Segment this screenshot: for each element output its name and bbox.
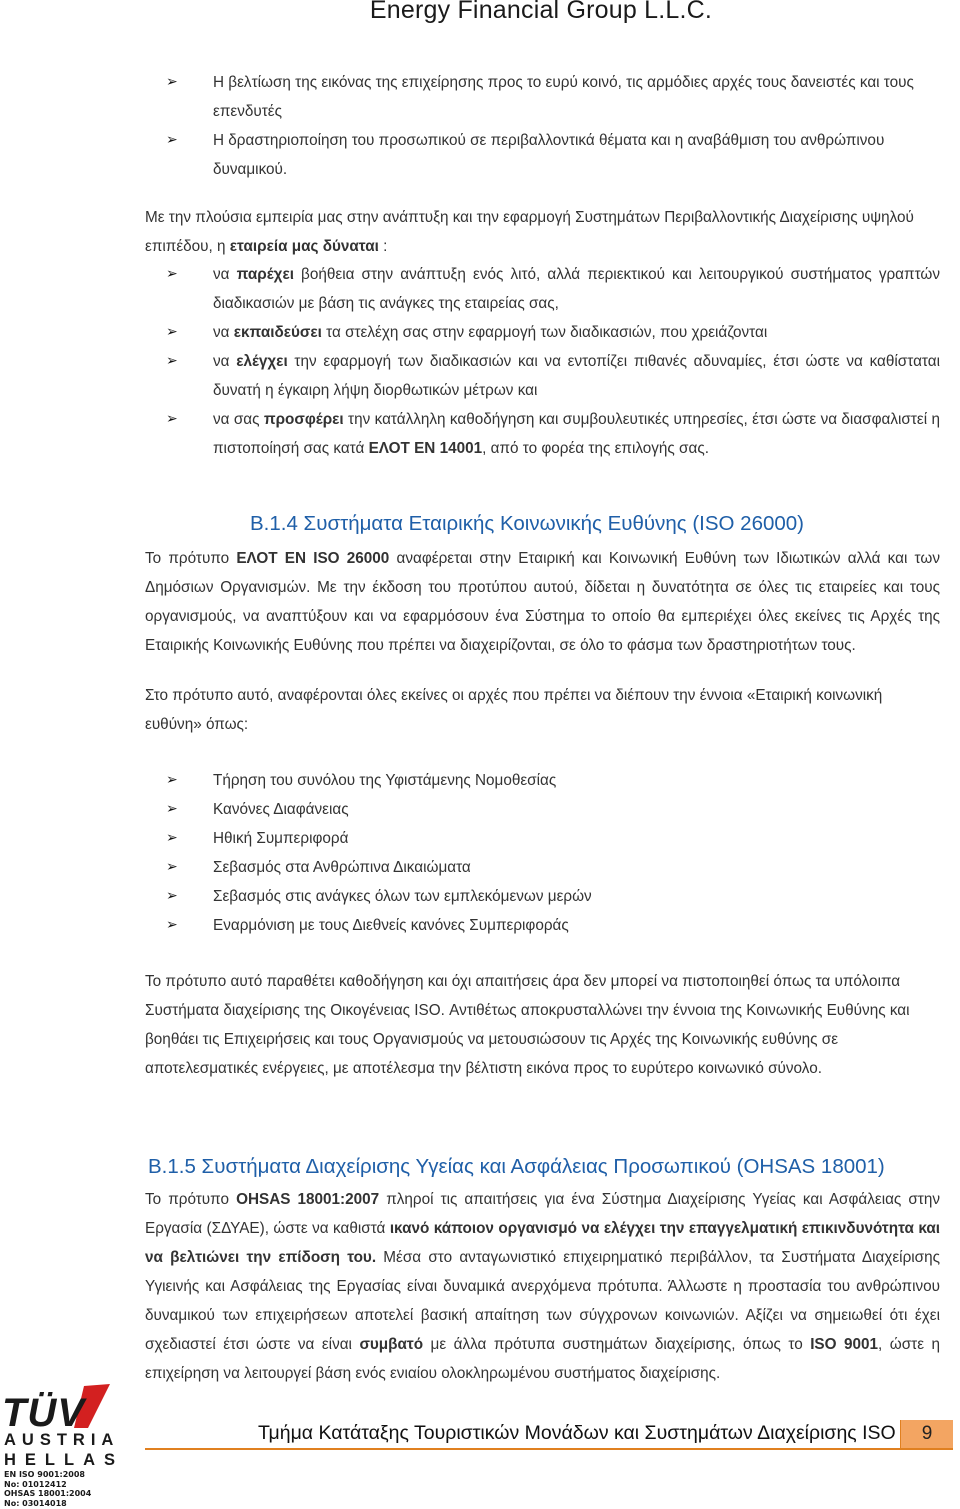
certification-line: OHSAS 18001:2004	[4, 1489, 92, 1498]
certification-line: EN ISO 9001:2008	[4, 1470, 85, 1479]
section-heading-b15: Β.1.5 Συστήματα Διαχείρισης Υγείας και Ασφάλειας Προσωπικού (OHSAS 18001)	[148, 1155, 885, 1178]
section-b15-paragraph: Το πρότυπο OHSAS 18001:2007 πληροί τις απαιτήσεις για ένα Σύστημα Διαχείρισης Υγείας και Ασφάλειας στην Εργασία (ΣΔΥΑΕ), ώστε να καθιστά ικανό κάποιον οργανισμό να ελέγχει την επαγγελματική επικινδυνότητα και να βελτιώνει την επίδοση του. Μέσα στο ανταγωνιστικό επιχειρηματικό περιβάλλον, τα Συστήματα Διαχείρισης Υγιεινής και Ασφάλειας της Εργασίας είναι δυναμικά ανερχόμενα πρότυπα. Άλλωστε η προστασία του ανθρώπινου δυναμικού των επιχειρήσεων αποτελεί βασική απαίτηση των σύγχρονων κοινωνιών. Αξίζει να σημειωθεί ότι έχει σχεδιαστεί έτσι ώστε να είναι συμβατό με άλλα πρότυπα συστημάτων διαχείρισης, όπως το ISO 9001, ώστε η επιχείρηση να λειτουργεί βάση ενός ενιαίου ολοκληρωμένου συστήματος διαχείρισης.	[145, 1191, 940, 1382]
list-item: ➢ να παρέχει βοήθεια στην ανάπτυξη ενός λιτό, αλλά περιεκτικού και λειτουργικού συστήματος γραπτών διαδικασιών με βάση τις ανάγκες της εταιρείας σας,	[160, 260, 940, 318]
arrow-bullet-icon: ➢	[166, 917, 178, 933]
top-bullet-list	[160, 68, 940, 184]
page-number: 9	[900, 1420, 953, 1448]
arrow-bullet-icon: ➢	[166, 801, 178, 817]
service-bullet-list	[160, 260, 940, 463]
arrow-bullet-icon: ➢	[166, 74, 178, 90]
list-item: ➢ Κανόνες Διαφάνειας	[160, 795, 940, 824]
list-item: ➢ να εκπαιδεύσει τα στελέχη σας στην εφαρμογή των διαδικασιών, που χρειάζονται	[160, 318, 940, 347]
list-item: ➢ να ελέγχει την εφαρμογή των διαδικασιών και να εντοπίζει πιθανές αδυναμίες, έτσι ώστε να καθίσταται δυνατή η έγκαιρη λήψη διορθωτικών μέτρων και	[160, 347, 940, 405]
intro-paragraph: Με την πλούσια εμπειρία μας στην ανάπτυξη και την εφαρμογή Συστημάτων Περιβαλλοντικής Διαχείρισης υψηλού επιπέδου, η εταιρεία μας δύναται :	[145, 209, 914, 255]
section-heading-b14: Β.1.4 Συστήματα Εταιρικής Κοινωνικής Ευθύνης (ISO 26000)	[250, 512, 805, 535]
section-b14-paragraph-3: Το πρότυπο αυτό παραθέτει καθοδήγηση και όχι απαιτήσεις άρα δεν μπορεί να πιστοποιηθεί όπως τα υπόλοιπα Συστήματα διαχείρισης της Οικογένειας ISO. Αντιθέτως αποκρυσταλλώνει την έννοια της Κοινωνικής Ευθύνης και βοηθάει τις Επιχειρήσεις και τους Οργανισμούς να μετουσιώσουν τις Αρχές της Κοινωνικής ευθύνης σε αποτελεσματικές ενέργειες, με αποτέλεσμα την βέλτιστη εικόνα προς το ευρύτερο κοινωνικό σύνολο.	[145, 973, 910, 1077]
logo-brand: TÜV	[2, 1391, 85, 1435]
section-b14-paragraph-2: Στο πρότυπο αυτό, αναφέρονται όλες εκείνες οι αρχές που πρέπει να διέπουν την έννοια «Εταιρική κοινωνική ευθύνη» όπως:	[145, 687, 883, 733]
footer-department: Τμήμα Κατάταξης Τουριστικών Μονάδων και Συστημάτων Διαχείρισης ISO	[258, 1422, 896, 1444]
arrow-bullet-icon: ➢	[166, 266, 178, 282]
arrow-bullet-icon: ➢	[166, 830, 178, 846]
arrow-bullet-icon: ➢	[166, 353, 178, 369]
list-item: ➢ Σεβασμός στα Ανθρώπινα Δικαιώματα	[160, 853, 940, 882]
logo-line-austria: AUSTRIA	[4, 1431, 120, 1449]
list-item: ➢ Τήρηση του συνόλου της Υφιστάμενης Νομοθεσίας	[160, 766, 940, 795]
arrow-bullet-icon: ➢	[166, 859, 178, 875]
arrow-bullet-icon: ➢	[166, 888, 178, 904]
certification-list	[4, 1470, 91, 1508]
arrow-bullet-icon: ➢	[166, 411, 178, 427]
certification-line: No: 03014018	[4, 1498, 67, 1508]
list-item: ➢ να σας προσφέρει την κατάλληλη καθοδήγηση και συμβουλευτικές υπηρεσίες, έτσι ώστε να διασφαλιστεί η πιστοποίησή σας κατά ΕΛΟΤ ΕΝ 14001, από το φορέα της επιλογής σας.	[160, 405, 940, 463]
list-item: ➢ Η δραστηριοποίηση του προσωπικού σε περιβαλλοντικά θέματα και η αναβάθμιση του ανθρώπινου δυναμικού.	[160, 126, 940, 184]
logo-line-hellas: HELLAS	[4, 1451, 124, 1469]
arrow-bullet-icon: ➢	[166, 772, 178, 788]
list-item: ➢ Σεβασμός στις ανάγκες όλων των εμπλεκόμενων μερών	[160, 882, 940, 911]
list-item: ➢ Η βελτίωση της εικόνας της επιχείρησης προς το ευρύ κοινό, τις αρμόδιες αρχές τους δανειστές και τους επενδυτές	[160, 68, 940, 126]
list-item: ➢ Ηθική Συμπεριφορά	[160, 824, 940, 853]
list-item: ➢ Εναρμόνιση με τους Διεθνείς κανόνες Συμπεριφοράς	[160, 911, 940, 940]
principles-list	[160, 766, 940, 940]
arrow-bullet-icon: ➢	[166, 132, 178, 148]
certification-line: No: 01012412	[4, 1479, 67, 1489]
header-title: Energy Financial Group L.L.C.	[369, 0, 712, 24]
footer-divider	[145, 1448, 953, 1450]
section-b14-paragraph-1: Το πρότυπο ΕΛΟΤ ΕΝ ISO 26000 αναφέρεται στην Εταιρική και Κοινωνική Ευθύνη των Ιδιωτικών αλλά και των Δημόσιων Οργανισμών. Με την έκδοση του προτύπου αυτού, δίδεται η δυνατότητα σε όλες τις εταιρείες και τους οργανισμούς, να αναπτύξουν και να εφαρμόσουν ένα Σύστημα το οποίο θα εμπεριέχει όλες εκείνες τις Αρχές της Εταιρικής Κοινωνικής Ευθύνης που πρέπει να διαχειρίζονται, σε όλο το φάσμα των δραστηριοτήτων τους.	[145, 550, 940, 654]
arrow-bullet-icon: ➢	[166, 324, 178, 340]
